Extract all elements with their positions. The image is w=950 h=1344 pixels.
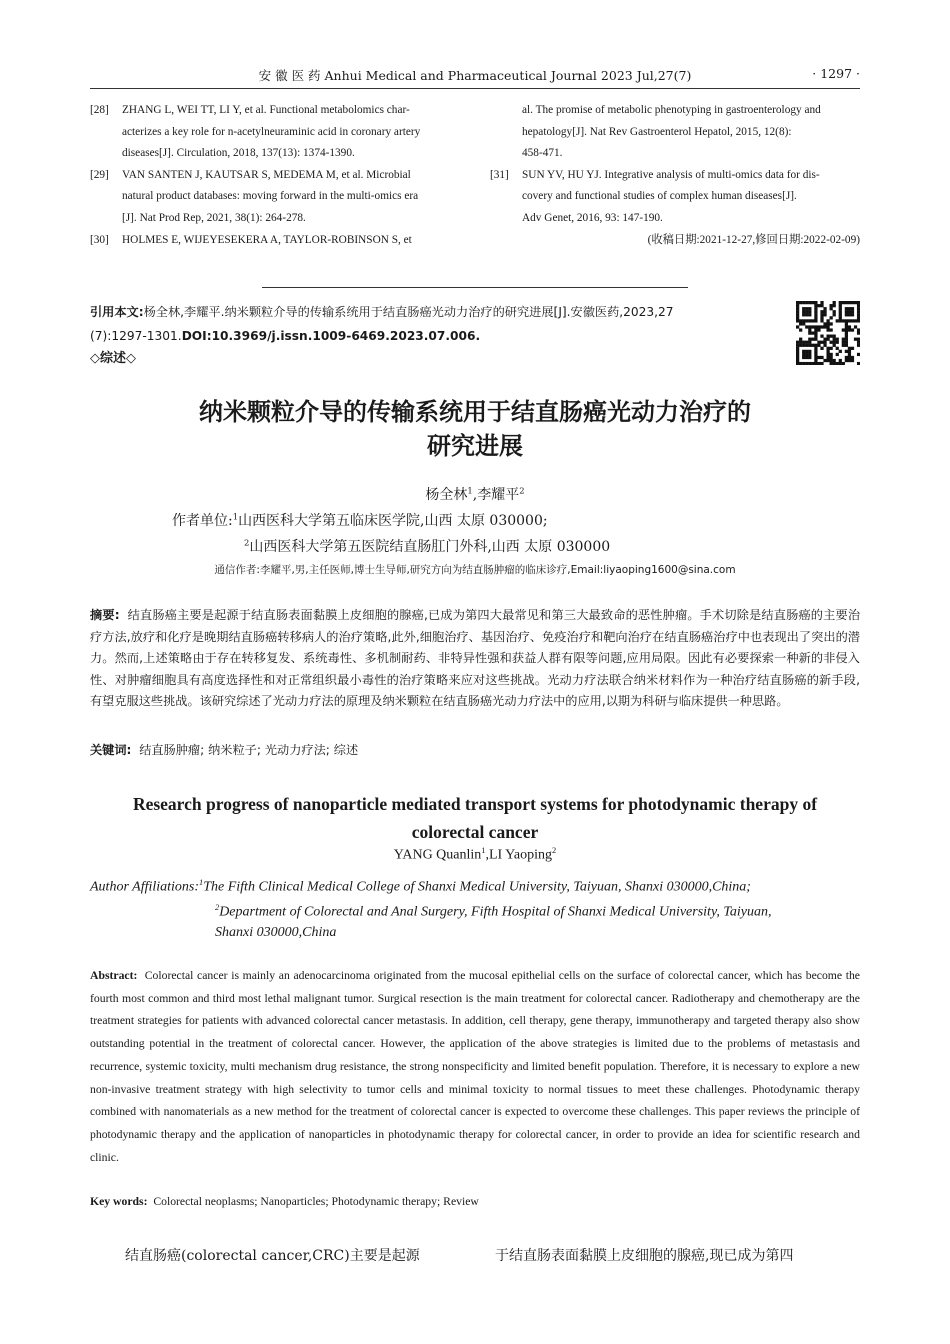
reference-29 [90, 165, 460, 230]
reference-number: [28] [90, 104, 109, 116]
reference-line: HOLMES E, WIJEYESEKERA A, TAYLOR-ROBINSON S, et [122, 233, 412, 246]
citation-block [90, 300, 792, 348]
affiliation-en-line-3: Shanxi 030000,China [215, 925, 337, 940]
affiliation-cn-line-2: $^2$山西医科大学第五医院结直肠肛门外科,山西 太原 030000 [244, 537, 611, 555]
reference-line: hepatology[J]. Nat Rev Gastroenterol Hepatol, 2015, 12(8): [522, 125, 792, 138]
abstract-chinese [90, 605, 860, 713]
reference-30-continuation [490, 100, 860, 165]
title-en-line-1: Research progress of nanoparticle mediated transport systems for photodynamic therapy of [132, 794, 818, 814]
abstract-cn-label: 摘要: [90, 608, 120, 622]
reference-line: [J]. Nat Prod Rep, 2021, 38(1): 264-278. [122, 211, 306, 224]
title-chinese [90, 395, 860, 463]
reference-line: Adv Genet, 2016, 93: 147-190. [522, 211, 663, 224]
reference-number: [31] [490, 168, 509, 181]
authors-chinese: 杨全林$^1$,李耀平$^2$ [425, 485, 525, 503]
keywords-english [90, 1195, 479, 1208]
abstract-english [90, 965, 860, 1169]
column-label: ◇综述◇ [90, 351, 136, 366]
keywords-cn-text: 结直肠肿瘤; 纳米粒子; 光动力疗法; 综述 [139, 743, 359, 757]
reference-number: [30] [90, 233, 109, 246]
reference-line: al. The promise of metabolic phenotyping in gastroenterology and [522, 104, 821, 116]
reference-line: ZHANG L, WEI TT, LI Y, et al. Functional metabolomics char- [122, 104, 410, 116]
affiliation-en-line-2: $^2$Department of Colorectal and Anal Surgery, Fifth Hospital of Shanxi Medical University, Taiyuan, [215, 903, 772, 920]
title-english [90, 790, 860, 846]
keywords-chinese [90, 741, 358, 758]
affiliation-en-label: Author Affiliations: [90, 879, 200, 895]
citation-text: 杨全林,李耀平.纳米颗粒介导的传输系统用于结直肠癌光动力治疗的研究进展[J].安徽医药,2023,27 [143, 305, 674, 319]
reference-line: acterizes a key role for n-acetylneuraminic acid in coronary artery [122, 125, 421, 138]
header-rule [90, 88, 860, 89]
reference-line: diseases[J]. Circulation, 2018, 137(13): 1374-1390. [122, 147, 355, 160]
reference-line: SUN YV, HU YJ. Integrative analysis of multi-omics data for dis- [522, 168, 820, 181]
keywords-en-label: Key words: [90, 1195, 148, 1208]
title-cn-line-1: 纳米颗粒介导的传输系统用于结直肠癌光动力治疗的 [199, 398, 751, 426]
reference-number: [29] [90, 168, 109, 181]
reference-line: 458-471. [522, 147, 563, 160]
journal-header-text: 安 徽 医 药 Anhui Medical and Pharmaceutical Journal 2023 Jul,27(7) [258, 68, 692, 83]
reference-31 [490, 165, 860, 230]
title-cn-line-2: 研究进展 [427, 432, 523, 460]
affiliation-en-line-1: Author Affiliations:$^1$The Fifth Clinical Medical College of Shanxi Medical University, Taiyuan, Shanxi 030000,China; [90, 878, 751, 895]
author-name: 李耀平 [477, 487, 520, 503]
qr-code-icon [796, 301, 860, 365]
body-text-left: 结直肠癌(colorectal cancer,CRC)主要是起源 [125, 1248, 420, 1264]
references-right-column [490, 100, 860, 251]
references-left-column [90, 100, 460, 251]
reference-line: VAN SANTEN J, KAUTSAR S, MEDEMA M, et al. Microbial [122, 168, 411, 181]
citation-text-cont: (7):1297-1301. [90, 329, 182, 343]
reference-28 [90, 100, 460, 165]
page-number: · 1297 · [812, 66, 860, 81]
reference-line: natural product databases: moving forward in the multi-omics era [122, 190, 419, 203]
reference-30 [90, 230, 460, 252]
abstract-cn-text: 结直肠癌主要是起源于结直肠表面黏膜上皮细胞的腺癌,已成为第四大最常见和第三大最致命的恶性肿瘤。手术切除是结直肠癌的主要治疗方法,放疗和化疗是晚期结直肠癌转移病人的治疗策略,此外,细胞治疗、基因治疗、免疫治疗和靶向治疗在结直肠癌治疗中也表现出了突出的潜力。然而,上述策略由于存在转移复发、系统毒性、多机制耐药、非特异性强和获益人群有限等问题,应用局限。因此有必要探索一种新的非侵入性、对肿瘤细胞具有高度选择性和对正常组织最小毒性的治疗策略来应对这些挑战。光动力疗法联合纳米材料作为一种治疗结直肠癌的新手段,有望克服这些挑战。该研究综述了光动力疗法的原理及纳米颗粒在结直肠癌光动力疗法中的应用,以期为科研与临床提供一种思路。 [90, 608, 861, 708]
reference-line: covery and functional studies of complex human diseases[J]. [522, 190, 797, 203]
abstract-en-text: Colorectal cancer is mainly an adenocarcinoma originated from the mucosal epithelial cells on the surface of colorectal cancer, which has become the fourth most common and third most lethal malignant tumor. Surgical resection is the main treatment for colorectal cancer. Radiotherapy and chemotherapy are the treatment strategies for patients with advanced colorectal cancer metastasis. In addition, cell therapy, gene therapy, immunotherapy and targeted therapy also show outstanding potential in the treatment of colorectal cancer. However, the application of the above strategies is limited due to the problems of metastasis and recurrence, systemic toxicity, multi mechanism drug resistance, the strong nonspecificity and limited benefit population. Therefore, it is necessary to explore a new non-invasive treatment strategy with high selectivity to tumor cells and minimal toxicity to normal tissues to meet these challenges. Photodynamic therapy combined with nanomaterials as a new method for the treatment of colorectal cancer is expected to overcome these challenges. This paper reviews the principle of photodynamic therapy and the application of nanoparticles in photodynamic therapy for colorectal cancer, in order to provide an idea for scientific research and clinic. [90, 969, 860, 1164]
author-name: LI Yaoping [488, 847, 552, 863]
affiliation-label: 作者单位: [172, 513, 233, 529]
body-text-right: 于结直肠表面黏膜上皮细胞的腺癌,现已成为第四 [495, 1248, 794, 1264]
affiliation-cn-line-1: 作者单位:$^1$山西医科大学第五临床医学院,山西 太原 030000; [172, 511, 548, 529]
keywords-cn-label: 关键词: [90, 743, 132, 757]
received-date: (收稿日期:2021-12-27,修回日期:2022-02-09) [647, 233, 860, 246]
keywords-en-text: Colorectal neoplasms; Nanoparticles; Photodynamic therapy; Review [153, 1195, 479, 1208]
separator-rule [262, 287, 688, 288]
abstract-en-label: Abstract: [90, 969, 138, 982]
running-header [90, 66, 860, 88]
author-name: 杨全林 [425, 487, 468, 503]
corresponding-author: 通信作者:李耀平,男,主任医师,博士生导师,研究方向为结直肠肿瘤的临床诊疗,Email:liyaoping1600@sina.com [214, 564, 736, 576]
author-name: YANG Quanlin [393, 847, 482, 863]
citation-label: 引用本文: [90, 305, 144, 319]
title-en-line-2: colorectal cancer [411, 822, 539, 842]
authors-english: YANG Quanlin$^1$,LI Yaoping$^2$ [393, 846, 557, 863]
doi-link[interactable]: DOI:10.3969/j.issn.1009-6469.2023.07.006. [181, 329, 481, 343]
